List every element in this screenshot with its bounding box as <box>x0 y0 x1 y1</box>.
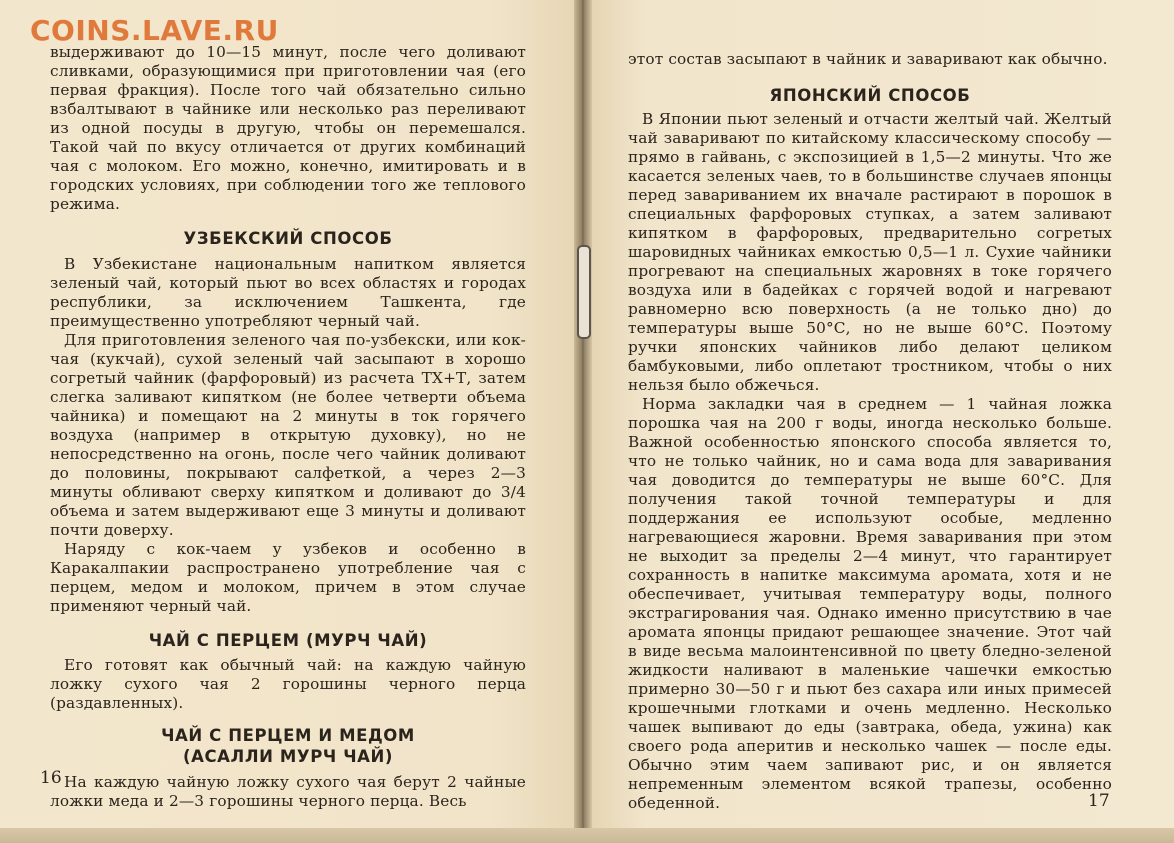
paragraph: Для приготовления зеленого чая по-узбекски, или кок-чая (кукчай), сухой зеленый чай засыпают в хорошо согретый чайник (фарфоровый) из расчета ТХ+Т, затем слегка заливают кипятком (не более четверти объема чайника) и помещают на 2 минуты в ток горячего воздуха (например в открытую духовку), но не непосредственно на огонь, после чего чайник доливают до половины, покрывают салфеткой, а через 2—3 минуты обливают сверху кипятком и доливают до 3/4 объема и затем выдерживают еще 3 минуты и доливают почти доверху. <box>50 331 526 539</box>
right-page-text <box>628 50 1112 813</box>
page-number-left: 16 <box>40 768 62 788</box>
watermark: COINS.LAVE.RU <box>30 14 279 47</box>
paragraph: Его готовят как обычный чай: на каждую чайную ложку сухого чая 2 горошины черного перца (раздавленных). <box>50 656 526 712</box>
paragraph: На каждую чайную ложку сухого чая берут 2 чайные ложки меда и 2—3 горошины черного перца. Весь <box>50 773 526 810</box>
paragraph: Наряду с кок-чаем у узбеков и особенно в Каракалпакии распространено употребление чая с перцем, медом и молоком, причем в этом случае применяют черный чай. <box>50 540 526 615</box>
paragraph: этот состав засыпают в чайник и заваривают как обычно. <box>628 50 1108 68</box>
paragraph: выдерживают до 10—15 минут, после чего доливают сливками, образующимися при приготовлении чая (его первая фракция). После того чай обязательно сильно взбалтывают в чайнике или несколько раз переливают из одной посуды в другую, чтобы он перемешался. Такой чай по вкусу отличается от других комбинаций чая с молоком. Его можно, конечно, имитировать и в городских условиях, при соблюдении того же теплового режима. <box>50 43 526 213</box>
section-heading-murch: ЧАЙ С ПЕРЦЕМ (МУРЧ ЧАЙ) <box>148 631 428 650</box>
section-heading-uzbek: УЗБЕКСКИЙ СПОСОБ <box>183 229 393 248</box>
heading-line: (АСАЛЛИ МУРЧ ЧАЙ) <box>182 747 394 766</box>
paragraph: В Японии пьют зеленый и отчасти желтый чай. Желтый чай заваривают по китайскому классическому способу — прямо в гайвань, с экспозицией в 1,5—2 минуты. Что же касается зеленых чаев, то в большинстве случаев японцы перед завариванием их вначале растирают в порошок в специальных фарфоровых ступках, а затем заливают кипятком в фарфоровых, предварительно согретых шаровидных чайниках емкостью 0,5—1 л. Сухие чайники прогревают на специальных жаровнях в токе горячего воздуха или в бадейках с горячей водой и нагревают равномерно всю поверхность (а не только дно) до температуры выше 50°С, но не выше 60°С. Поэтому ручки японских чайников либо делают целиком бамбуковыми, либо оплетают тростником, чтобы о них нельзя было обжечься. <box>628 110 1112 394</box>
book-gutter <box>574 0 592 843</box>
section-heading-asalli <box>50 713 526 773</box>
section-heading-japanese: ЯПОНСКИЙ СПОСОБ <box>769 86 971 105</box>
page-number-right: 17 <box>1088 791 1110 811</box>
heading-line: ЧАЙ С ПЕРЦЕМ И МЕДОМ <box>161 726 415 745</box>
paragraph: Норма закладки чая в среднем — 1 чайная ложка порошка чая на 200 г воды, иногда несколько больше. Важной особенностью японского способа является то, что не только чайник, но и сама вода для заваривания чая доводится до температуры не выше 60°С. Для получения такой точной температуры и для поддержания ее используют особые, медленно нагревающиеся жаровни. Время заваривания при этом не выходит за пределы 2—4 минут, что гарантирует сохранность в напитке максимума аромата, хотя и не обеспечивает, учитывая температуру воды, полного экстрагирования чая. Однако именно присутствию в чае аромата японцы придают решающее значение. Этот чай в виде весьма малоинтенсивной по цвету бледно-зеленой жидкости наливают в маленькие чашечки емкостью примерно 30—50 г и пьют без сахара или иных примесей крошечными глотками и очень медленно. Несколько чашек выпивают до еды (завтрака, обеда, ужина) как своего рода аперитив и несколько чашек — после еды. Обычно этим чаем запивают рис, и он является непременным элементом всякой трапезы, особенно обеденной. <box>628 395 1112 812</box>
paragraph: В Узбекистане национальным напитком является зеленый чай, который пьют во всех областях и городах республики, за исключением Ташкента, где преимущественно употребляют черный чай. <box>50 255 526 330</box>
staple-icon <box>577 245 591 339</box>
page-bottom-edge <box>0 828 1174 843</box>
left-page-text <box>50 43 526 811</box>
